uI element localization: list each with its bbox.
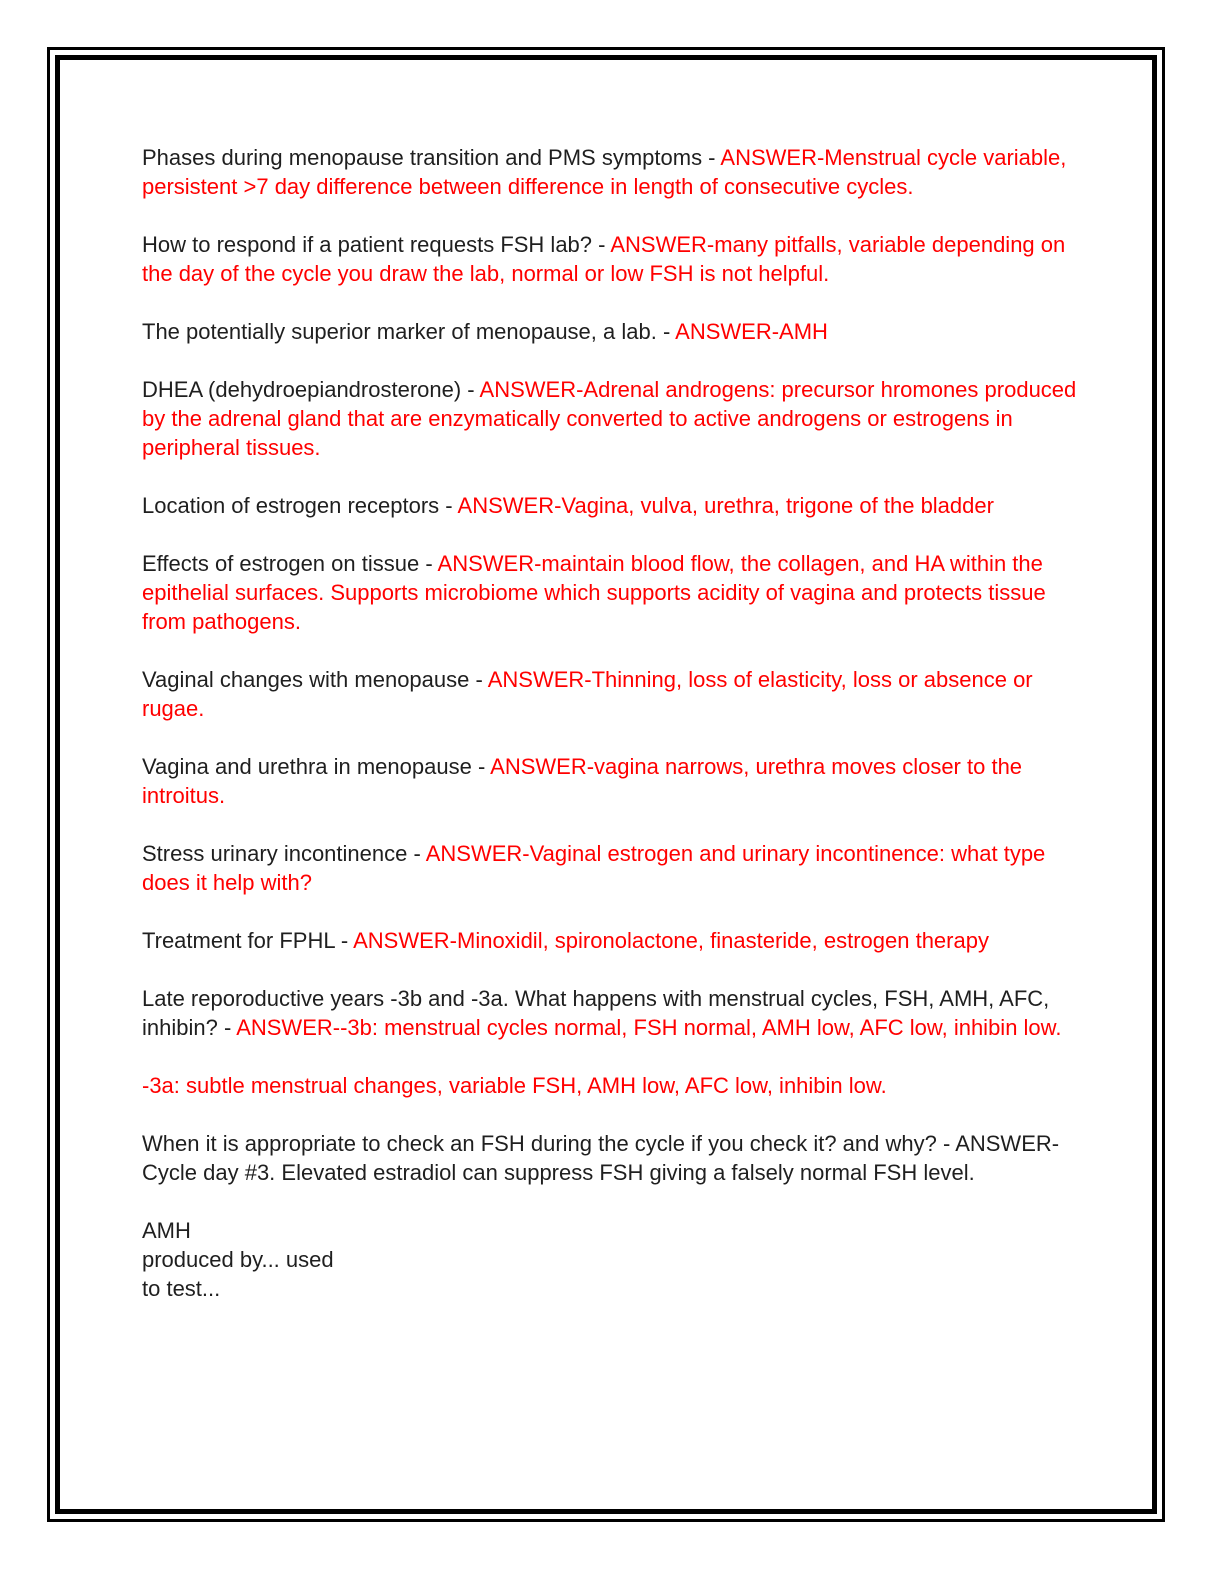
answer-text: ANSWER-many pitfalls, variable depending on the day of the cycle you draw the lab, normal or low FSH is not helpful.: [142, 232, 1066, 286]
question-text: Vagina and urethra in menopause -: [142, 754, 491, 779]
amh-card: [142, 1216, 1077, 1303]
question-text: Stress urinary incontinence -: [142, 841, 426, 866]
amh-card-line: AMH: [142, 1218, 191, 1243]
question-text: DHEA (dehydroepiandrosterone) -: [142, 377, 480, 402]
amh-card-line: produced by... used: [142, 1247, 334, 1272]
amh-card-line: to test...: [142, 1276, 221, 1301]
qa-item: [142, 984, 1077, 1042]
qa-item: [142, 665, 1077, 723]
qa-item: [142, 317, 1077, 346]
answer-text: ANSWER-Vaginal estrogen and urinary incontinence: what type does it help with?: [142, 841, 1046, 895]
answer-text: ANSWER-Minoxidil, spironolactone, finasteride, estrogen therapy: [353, 928, 989, 953]
question-text: Effects of estrogen on tissue -: [142, 551, 438, 576]
answer-text: -3a: subtle menstrual changes, variable FSH, AMH low, AFC low, inhibin low.: [142, 1073, 887, 1098]
qa-item: [142, 549, 1077, 636]
answer-text: ANSWER-AMH: [675, 319, 828, 344]
qa-item: [142, 375, 1077, 462]
qa-item: [142, 230, 1077, 288]
question-text: The potentially superior marker of menopause, a lab. -: [142, 319, 676, 344]
answer-text: ANSWER-vagina narrows, urethra moves closer to the introitus.: [142, 754, 1023, 808]
question-text: When it is appropriate to check an FSH during the cycle if you check it? and why? -: [142, 1131, 956, 1156]
qa-item: [142, 1129, 1077, 1187]
answer-text: ANSWER-maintain blood flow, the collagen, and HA within the epithelial surfaces. Supports microbiome which supports acidity of vagina and protects tissue from pathogens.: [142, 551, 1046, 634]
question-text: Phases during menopause transition and PMS symptoms -: [142, 145, 721, 170]
answer-continuation: [142, 1071, 1077, 1100]
question-text: Vaginal changes with menopause -: [142, 667, 488, 692]
answer-text: ANSWER-Cycle day #3. Elevated estradiol can suppress FSH giving a falsely normal FSH level.: [142, 1131, 1060, 1185]
answer-text: ANSWER--3b: menstrual cycles normal, FSH normal, AMH low, AFC low, inhibin low.: [236, 1015, 1062, 1040]
qa-item: [142, 839, 1077, 897]
answer-text: ANSWER-Vagina, vulva, urethra, trigone of the bladder: [457, 493, 994, 518]
qa-item: [142, 143, 1077, 201]
flashcard-content: [142, 143, 1077, 1332]
question-text: Location of estrogen receptors -: [142, 493, 458, 518]
qa-item: [142, 926, 1077, 955]
question-text: Late reporoductive years -3b and -3a. What happens with menstrual cycles, FSH, AMH, AFC, inhibin? -: [142, 986, 1050, 1040]
answer-text: ANSWER-Adrenal androgens: precursor hromones produced by the adrenal gland that are enzymatically converted to active androgens or estrogens in peripheral tissues.: [142, 377, 1077, 460]
answer-text: ANSWER-Menstrual cycle variable, persistent >7 day difference between difference in length of consecutive cycles.: [142, 145, 1067, 199]
question-text: Treatment for FPHL -: [142, 928, 354, 953]
answer-text: ANSWER-Thinning, loss of elasticity, loss or absence or rugae.: [142, 667, 1033, 721]
question-text: How to respond if a patient requests FSH lab? -: [142, 232, 611, 257]
qa-item: [142, 752, 1077, 810]
qa-item: [142, 491, 1077, 520]
